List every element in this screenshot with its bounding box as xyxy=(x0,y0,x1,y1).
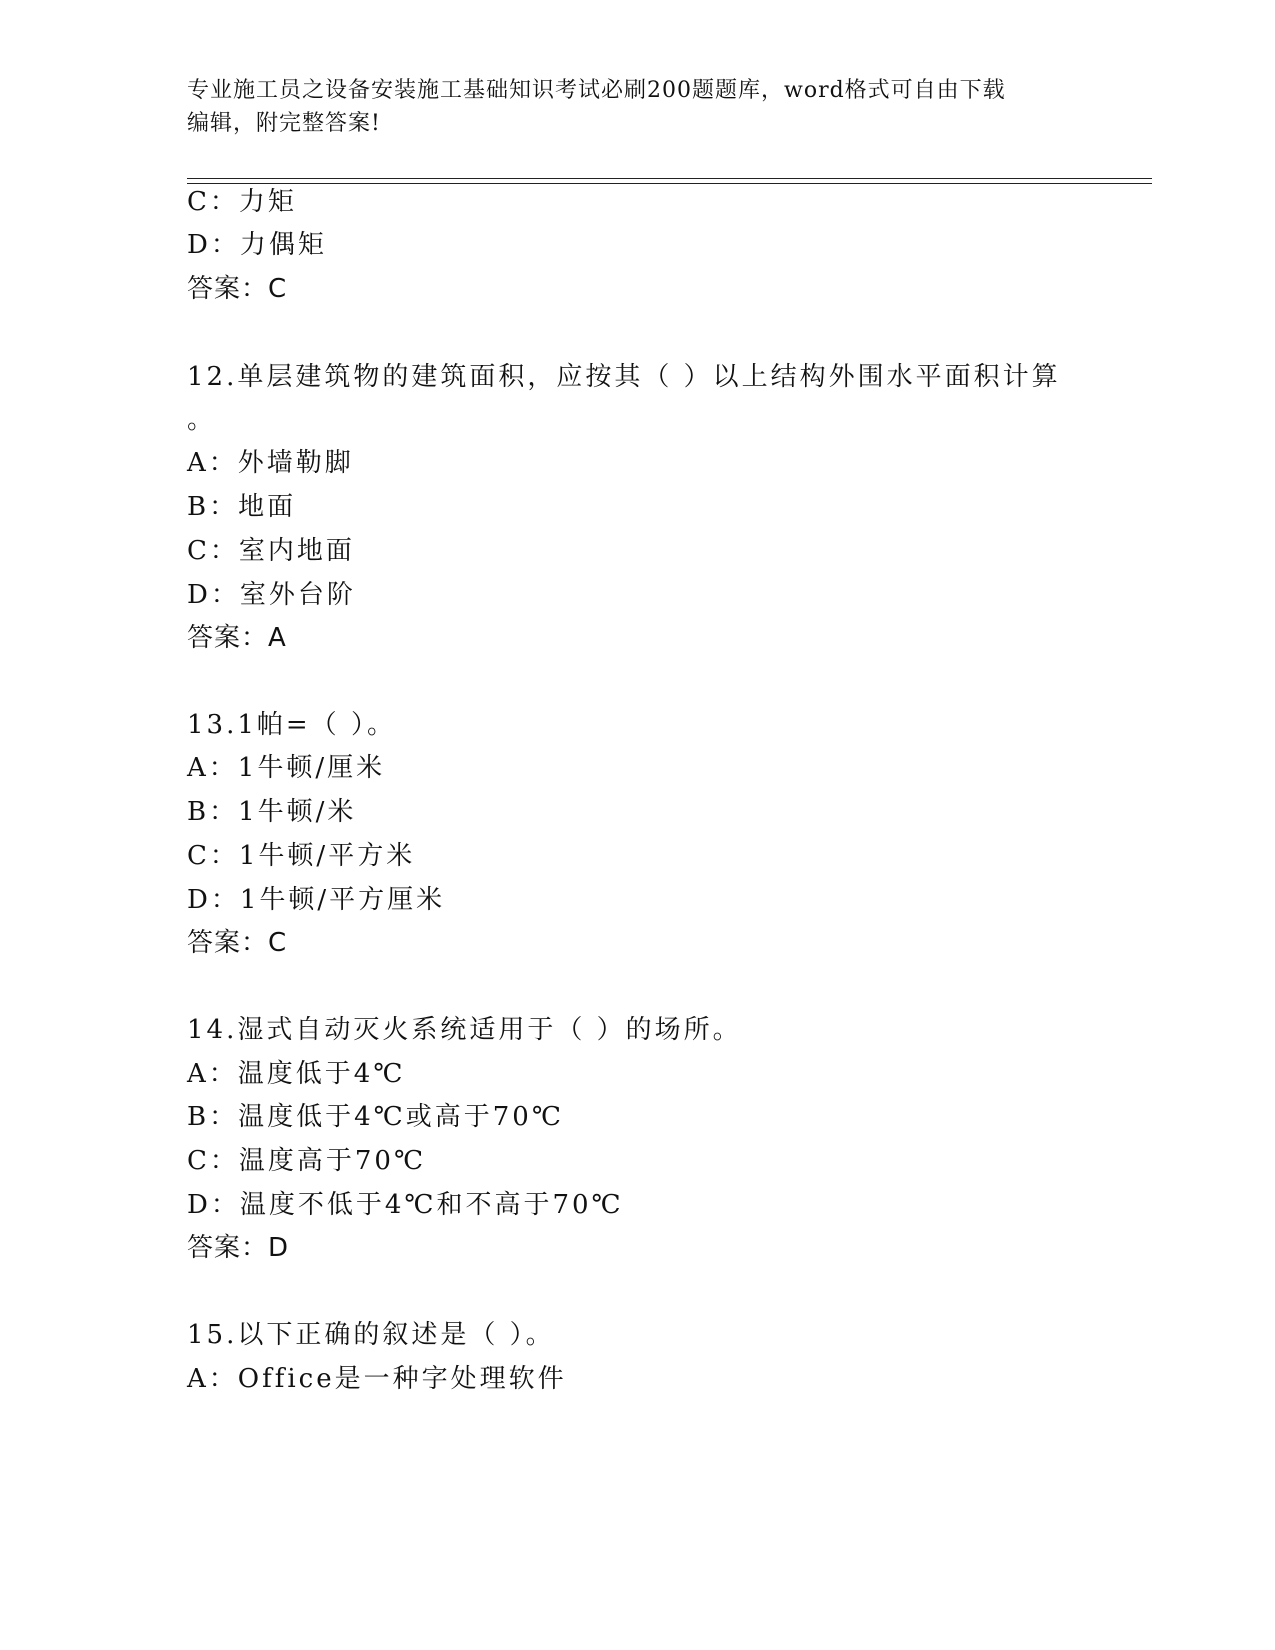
q13-option-d: D：1牛顿/平方厘米 xyxy=(187,885,446,915)
q12-option-c: C：室内地面 xyxy=(187,536,355,566)
document-header xyxy=(187,74,1067,140)
q13-question: 13.1帕=（ ）。 xyxy=(187,710,396,740)
q11-answer: 答案：C xyxy=(187,274,288,304)
q14-option-d: D：温度不低于4℃和不高于70℃ xyxy=(187,1190,624,1220)
q13-option-b: B：1牛顿/米 xyxy=(187,797,357,827)
header-line-1: 专业施工员之设备安装施工基础知识考试必刷200题题库，word格式可自由下载 xyxy=(187,78,1006,103)
q12-option-a: A：外墙勒脚 xyxy=(187,448,354,478)
q12-question-cont: 。 xyxy=(187,405,217,435)
header-divider-top xyxy=(187,178,1152,179)
q14-option-c: C：温度高于70℃ xyxy=(187,1146,427,1176)
q11-option-d: D：力偶矩 xyxy=(187,230,327,260)
q14-answer: 答案：D xyxy=(187,1233,290,1263)
q13-answer: 答案：C xyxy=(187,928,288,958)
q12-option-b: B：地面 xyxy=(187,492,297,522)
header-divider-bottom xyxy=(187,183,1152,184)
q13-option-a: A：1牛顿/厘米 xyxy=(187,753,386,783)
q12-option-d: D：室外台阶 xyxy=(187,580,356,610)
q12-answer: 答案：A xyxy=(187,623,287,653)
q11-option-c: C：力矩 xyxy=(187,187,297,217)
header-line-2: 编辑，附完整答案! xyxy=(187,111,381,136)
q14-question: 14.湿式自动灭火系统适用于（ ）的场所。 xyxy=(187,1015,742,1045)
q13-option-c: C：1牛顿/平方米 xyxy=(187,841,416,871)
q14-option-a: A：温度低于4℃ xyxy=(187,1059,406,1089)
q12-question: 12.单层建筑物的建筑面积，应按其（ ）以上结构外围水平面积计算 xyxy=(187,362,1061,392)
q15-question: 15.以下正确的叙述是（ ）。 xyxy=(187,1320,555,1350)
q15-option-a: A：Office是一种字处理软件 xyxy=(187,1364,567,1394)
q14-option-b: B：温度低于4℃或高于70℃ xyxy=(187,1102,564,1132)
